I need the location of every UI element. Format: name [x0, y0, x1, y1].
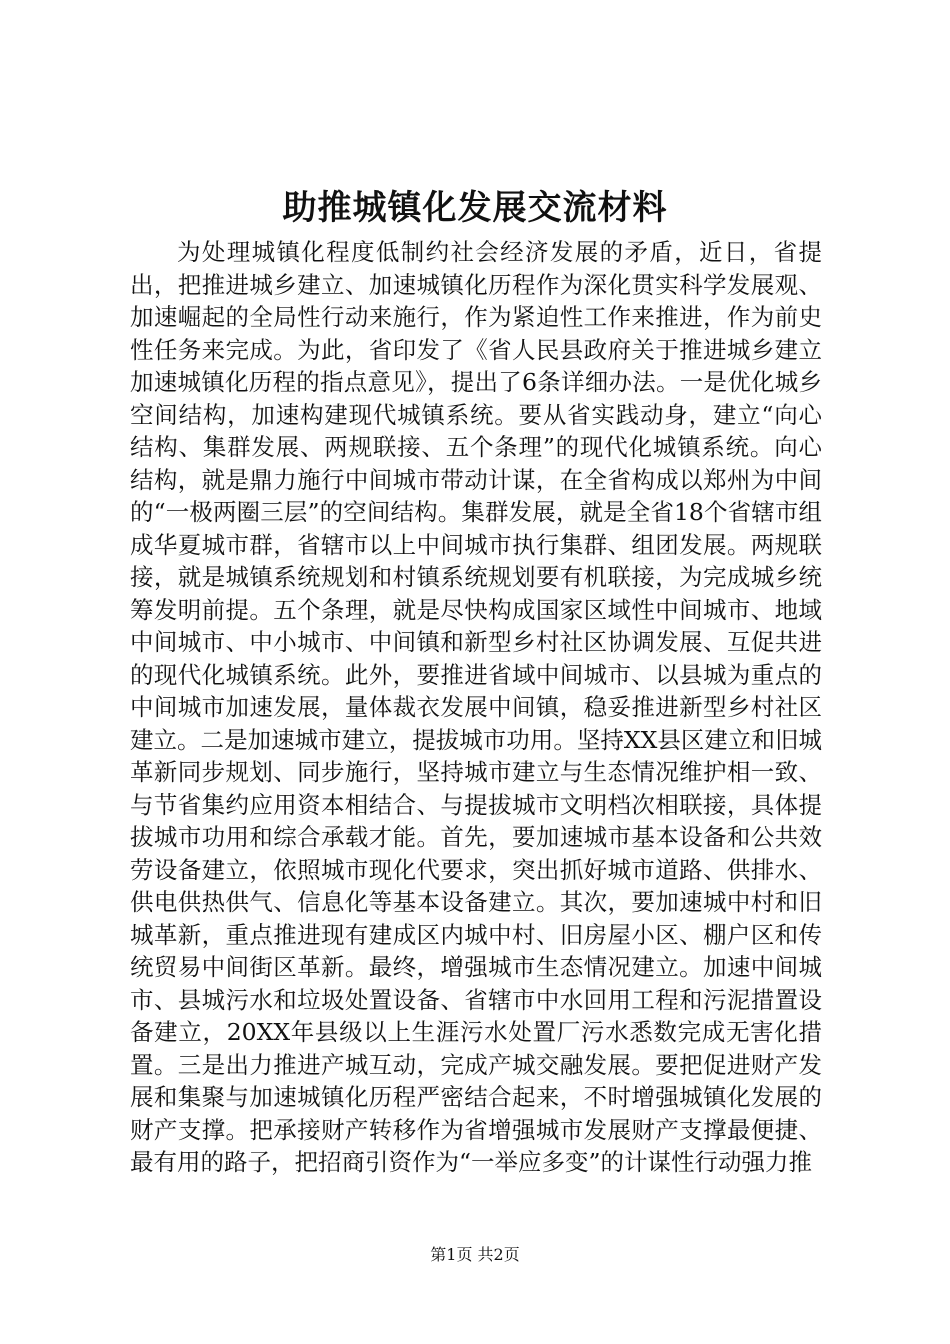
document-body-paragraph: 为处理城镇化程度低制约社会经济发展的矛盾，近日，省提出，把推进城乡建立、加速城镇化历程作为深化贯实科学发展观、加速崛起的全局性行动来施行，作为紧迫性工作来推进，作为前史性任务来完成。为此，省印发了《省人民县政府关于推进城乡建立加速城镇化历程的指点意见》，提出了6条详细办法。一是优化城乡空间结构，加速构建现代城镇系统。要从省实践动身，建立“向心结构、集群发展、两规联接、五个条理”的现代化城镇系统。向心结构，就是鼎力施行中间城市带动计谋，在全省构成以郑州为中间的“一极两圈三层”的空间结构。集群发展，就是全省18个省辖市组成华夏城市群，省辖市以上中间城市执行集群、组团发展。两规联接，就是城镇系统规划和村镇系统规划要有机联接，为完成城乡统筹发明前提。五个条理，就是尽快构成国家区域性中间城市、地域中间城市、中小城市、中间镇和新型乡村社区协调发展、互促共进的现代化城镇系统。此外，要推进省域中间城市、以县城为重点的中间城市加速发展，量体裁衣发展中间镇，稳妥推进新型乡村社区建立。二是加速城市建立，提拔城市功用。坚持XX县区建立和旧城革新同步规划、同步施行，坚持城市建立与生态情况维护相一致、与节省集约应用资本相结合、与提拔城市文明档次相联接，具体提拔城市功用和综合承载才能。首先，要加速城市基本设备和公共效劳设备建立，依照城市现化代要求，突出抓好城市道路、供排水、供电供热供气、信息化等基本设备建立。其次，要加速城中村和旧城革新，重点推进现有建成区内城中村、旧房屋小区、棚户区和传统贸易中间街区革新。最终，增强城市生态情况建立。加速中间城市、县城污水和垃圾处置设备、省辖市中水回用工程和污泥措置设备建立，20XX年县级以上生涯污水处置厂污水悉数完成无害化措置。三是出力推进产城互动，完成产城交融发展。要把促进财产发展和集聚与加速城镇化历程严密结合起来，不时增强城镇化发展的财产支撑。把承接财产转移作为省增强城市发展财产支撑最便捷、最有用的路子，把招商引资作为“一举应多变”的计谋性行动强力推 [130, 238, 822, 1176]
document-title: 助推城镇化发展交流材料 [282, 188, 668, 228]
page-number-footer: 第1页 共2页 [430, 1245, 520, 1264]
